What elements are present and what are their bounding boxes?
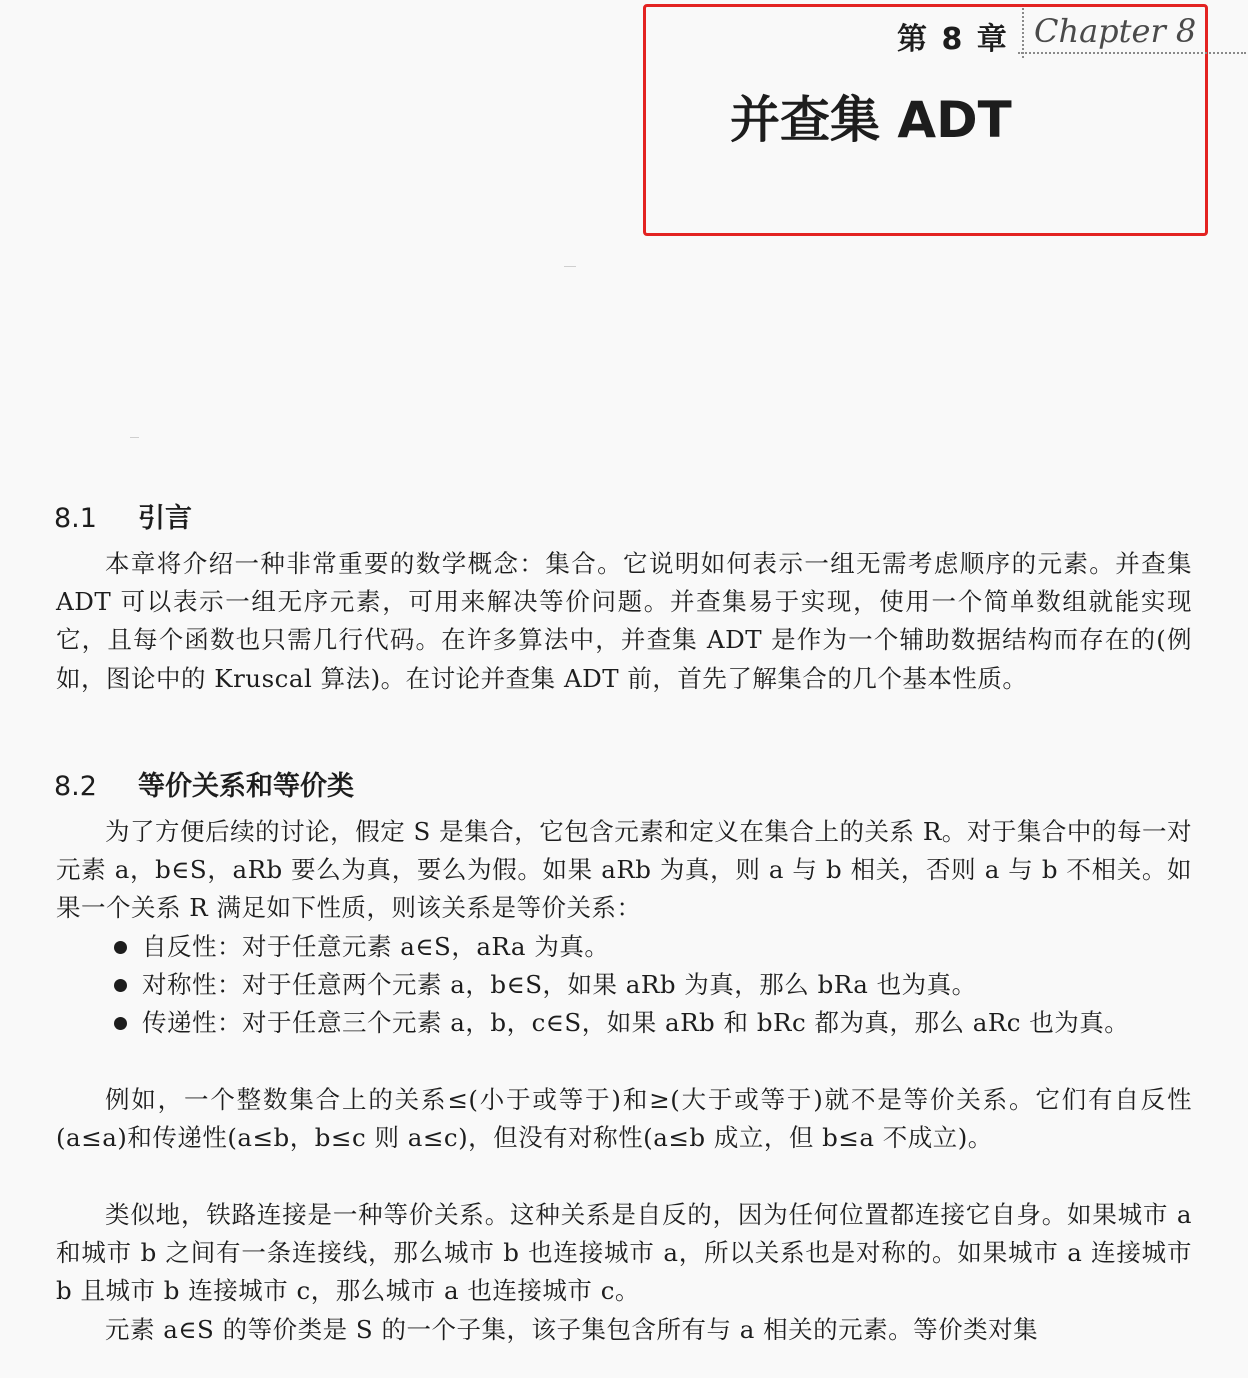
section-title: 引言 [138, 503, 192, 534]
bullet-icon [114, 941, 127, 954]
section-number: 8.2 [54, 771, 97, 802]
section-title: 等价关系和等价类 [138, 771, 354, 802]
chapter-script-label [1022, 8, 1244, 58]
chapter-dotted-rule [1018, 52, 1246, 54]
list-item-text: 对称性：对于任意两个元素 a，b∈S，如果 aRb 为真，那么 bRa 也为真。 [142, 970, 977, 1000]
paragraph: 本章将介绍一种非常重要的数学概念：集合。它说明如何表示一组无需考虑顺序的元素。并查集 ADT 可以表示一组无序元素，可用来解决等价问题。并查集易于实现，使用一个简单数组就能实现它，且每个函数也只需几行代码。在许多算法中，并查集 ADT 是作为一个辅助数据结构而存在的(例如，图论中的 Kruscal 算法)。在讨论并查集 ADT 前，首先了解集合的几个基本性质。 [56, 549, 1192, 693]
scan-speck [564, 266, 576, 267]
section-number: 8.1 [54, 503, 97, 534]
list-item-text: 自反性：对于任意元素 a∈S，aRa 为真。 [142, 932, 610, 961]
list-item [110, 1004, 1192, 1042]
section-heading-8-2 [54, 764, 354, 803]
scan-speck [130, 437, 139, 438]
list-item-text: 传递性：对于任意三个元素 a，b，c∈S，如果 aRb 和 bRc 都为真，那么 aRc 也为真。 [142, 1008, 1130, 1038]
list-item [110, 966, 1192, 1004]
chapter-label: 第 8 章 [897, 22, 1009, 57]
chapter-title: 并查集 ADT [730, 91, 1012, 149]
bullet-icon [114, 1017, 127, 1030]
paragraph: 例如，一个整数集合上的关系≤(小于或等于)和≥(大于或等于)就不是等价关系。它们有自反性(a≤a)和传递性(a≤b，b≤c 则 a≤c)，但没有对称性(a≤b 成立，但 b≤a 不成立)。 [56, 1085, 1192, 1153]
section-heading-8-1 [54, 496, 192, 535]
property-list [110, 928, 1192, 1043]
chapter-script-text: Chapter 8 [1034, 12, 1197, 50]
paragraph: 元素 a∈S 的等价类是 S 的一个子集，该子集包含所有与 a 相关的元素。等价类对集 [105, 1315, 1039, 1344]
paragraph: 类似地，铁路连接是一种等价关系。这种关系是自反的，因为任何位置都连接它自身。如果城市 a 和城市 b 之间有一条连接线，那么城市 b 也连接城市 a，所以关系也是对称的。如果城市 a 连接城市 b 且城市 b 连接城市 c，那么城市 a 也连接城市 c。 [56, 1200, 1192, 1306]
bullet-icon [114, 979, 127, 992]
list-item [110, 928, 1192, 966]
paragraph: 为了方便后续的讨论，假定 S 是集合，它包含元素和定义在集合上的关系 R。对于集合中的每一对元素 a，b∈S，aRb 要么为真，要么为假。如果 aRb 为真，则 a 与 b 相关，否则 a 与 b 不相关。如果一个关系 R 满足如下性质，则该关系是等价关系： [56, 817, 1192, 923]
